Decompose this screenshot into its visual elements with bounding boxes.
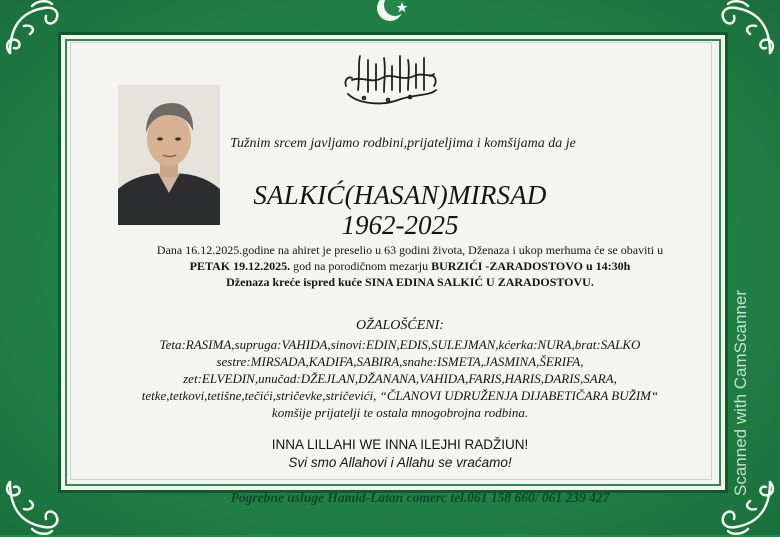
details-line-2 [150, 258, 670, 274]
closing-line-2: Svi smo Allahovi i Allahu se vraćamo! [288, 455, 512, 470]
watermark-text: Scanned with CamScanner [731, 289, 750, 497]
closing-line-1: INNA LILLAHI WE INNA ILEJHI RADŽIUN! [271, 437, 529, 452]
mourners-list [110, 336, 690, 421]
mourners-line: sestre:MIRSADA,KADIFA,SABIRA,snahe:ISMETA,JASMINA,ŠERIFA, [216, 354, 584, 369]
mourners-line: Teta:RASIMA,supruga:VAHIDA,sinovi:EDIN,EDIS,SULEJMAN,kćerka:NURA,brat:SALKO [159, 337, 641, 352]
funeral-date: PETAK 19.12.2025. [189, 259, 291, 273]
portrait-photo [118, 85, 220, 225]
mourners-line: komšije prijatelji te ostala mnogobrojna rodbina. [271, 405, 529, 420]
funeral-service-footer: Pogrebne usluge Hamid-Latan comerc tel.061 158 660/ 061 239 427 [230, 490, 610, 505]
burial-location: BURZIĆI -ZARADOSTOVO u 14:30h [431, 259, 631, 273]
details-line-3: Dženaza kreće ispred kuće SINA EDINA SALKIĆ U ZARADOSTOVU. [226, 275, 594, 289]
mourners-line: tetke,tetkovi,tetišne,tečići,stričevke,stričevići, “ČLANOVI UDRUŽENJA DIJABETIČARA BUŽIM“ [141, 388, 659, 403]
calligraphy-emblem [338, 50, 442, 108]
mourners-line: zet:ELVEDIN,unučad:DŽEJLAN,DŽANANA,VAHIDA,FARIS,HARIS,DARIS,SARA, [183, 371, 617, 386]
life-years: 1962-2025 [341, 210, 459, 240]
announcement-intro: Tužnim srcem javljamo rodbini,prijateljima i komšijama da je [230, 136, 576, 151]
funeral-details [150, 242, 670, 290]
crescent-star-icon [372, 0, 412, 28]
details-line-1: Dana 16.12.2025.godine na ahiret je preselio u 63 godini života, Dženaza i ukop merhuma će se obaviti u [156, 243, 664, 257]
deceased-name: SALKIĆ(HASAN)MIRSAD [253, 180, 547, 210]
details-line-2-mid: god na porodičnom mezarju [290, 259, 432, 273]
mourners-heading: OŽALOŠĆENI: [356, 318, 444, 333]
scanner-watermark [726, 258, 756, 528]
closing-prayer [210, 436, 590, 472]
